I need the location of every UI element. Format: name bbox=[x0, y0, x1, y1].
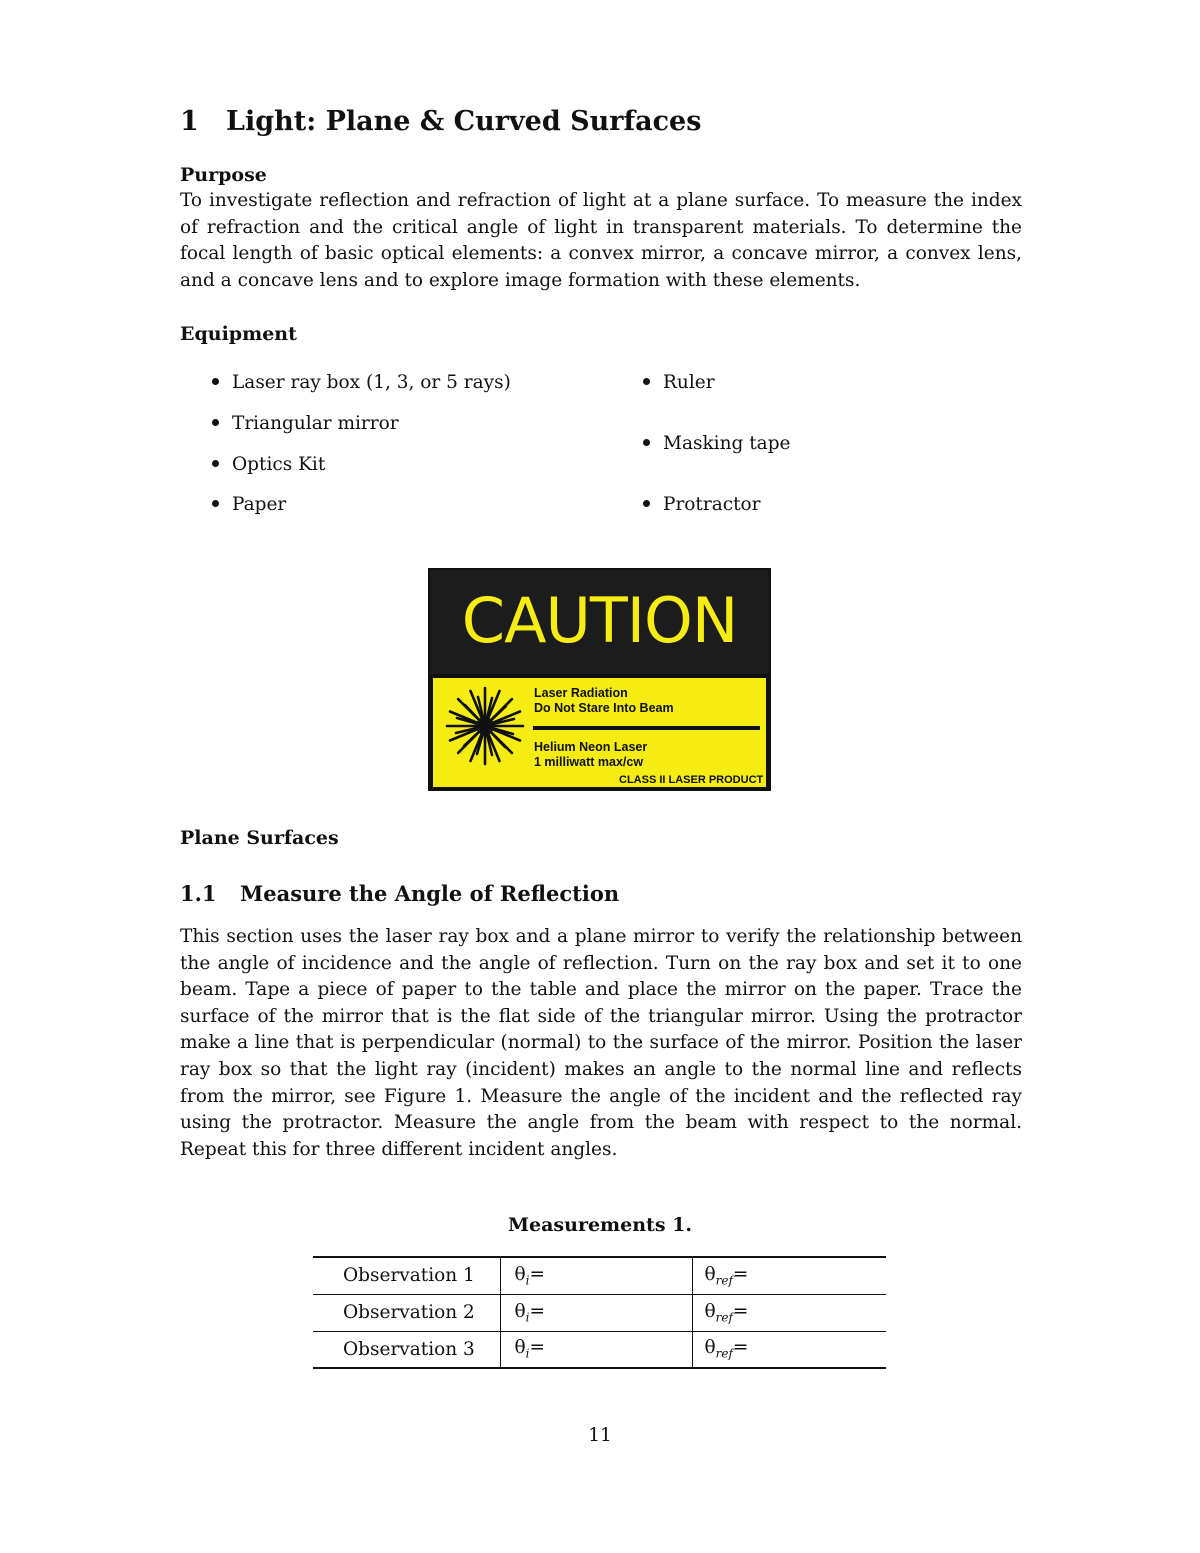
bullet-icon bbox=[212, 500, 219, 507]
measurements-table bbox=[313, 1256, 886, 1369]
observation-label: Observation 2 bbox=[313, 1294, 500, 1331]
chapter-title: Light: Plane & Curved Surfaces bbox=[226, 106, 702, 137]
reflected-angle-cell: $\theta_{ref}=$ bbox=[692, 1257, 886, 1294]
bullet-icon bbox=[212, 419, 219, 426]
table-row bbox=[313, 1294, 886, 1331]
observation-label: Observation 3 bbox=[343, 1338, 475, 1360]
table-row bbox=[313, 1257, 886, 1294]
laser-starburst-icon bbox=[443, 684, 527, 768]
caution-line-4: 1 milliwatt max/cw bbox=[534, 755, 644, 769]
bullet-icon bbox=[643, 378, 650, 385]
equipment-item-label: Triangular mirror bbox=[232, 413, 399, 434]
chapter-heading bbox=[180, 106, 701, 137]
incident-angle-cell: $\theta_i=$ bbox=[500, 1331, 692, 1368]
caution-headline: CAUTION bbox=[461, 584, 738, 657]
bullet-icon bbox=[212, 460, 219, 467]
table-row bbox=[313, 1331, 886, 1368]
caution-line-2: Do Not Stare Into Beam bbox=[534, 701, 674, 715]
observation-label: Observation 1 bbox=[313, 1257, 500, 1294]
incident-angle-cell: $\theta_i=$ bbox=[500, 1294, 692, 1331]
chapter-number: 1 bbox=[180, 106, 199, 137]
equipment-item-label: Masking tape bbox=[663, 433, 791, 454]
equipment-item bbox=[643, 494, 761, 515]
equipment-item-label: Protractor bbox=[663, 494, 761, 515]
reflected-angle-cell: $\theta_{ref}=$ bbox=[692, 1294, 886, 1331]
purpose-label: Purpose bbox=[180, 164, 267, 186]
equipment-item bbox=[212, 413, 399, 434]
equipment-item bbox=[212, 372, 511, 393]
equipment-item bbox=[643, 433, 791, 454]
caution-line-5: CLASS II LASER PRODUCT bbox=[619, 774, 764, 786]
bullet-icon bbox=[643, 439, 650, 446]
laser-caution-sign bbox=[428, 568, 771, 791]
section-title: Measure the Angle of Reflection bbox=[240, 881, 620, 906]
equipment-item-label: Ruler bbox=[663, 372, 715, 393]
measurements-caption: Measurements 1. bbox=[508, 1214, 692, 1236]
reflected-angle-cell: $\theta_{ref}=$ bbox=[692, 1331, 886, 1368]
caution-line-3: Helium Neon Laser bbox=[534, 740, 648, 754]
section-text: This section uses the laser ray box and a plane mirror to verify the relationship between the angle of incidence and the angle of reflection. Turn on the ray box and set it to one beam. Tape a piece of paper to the table and place the mirror on the paper. Trace the surface of the mirror that is the flat side of the triangular mirror. Using the protractor make a line that is perpendicular (normal) to the surface of the mirror. Position the laser ray box so that the light ray (incident) makes an angle to the normal line and reflects from the mirror, see Figure 1. Measure the angle of the incident and the reflected ray using the protractor. Measure the angle from the beam with respect to the normal. Repeat this for three different incident angles. bbox=[180, 926, 1022, 1160]
section-number: 1.1 bbox=[180, 881, 217, 906]
purpose-text: To investigate reflection and refraction of light at a plane surface. To measure the index of refraction and the critical angle of light in transparent materials. To determine the focal length of basic optical elements: a convex mirror, a concave mirror, a convex lens, and a concave lens and to explore image formation with these elements. bbox=[180, 190, 1022, 291]
equipment-item-label: Paper bbox=[232, 494, 287, 515]
equipment-item bbox=[212, 494, 286, 515]
equipment-item bbox=[212, 454, 325, 475]
caution-line-1: Laser Radiation bbox=[534, 686, 628, 700]
caution-body bbox=[433, 678, 766, 787]
equipment-item bbox=[643, 372, 715, 393]
equipment-item-label: Optics Kit bbox=[232, 454, 326, 475]
page-number: 11 bbox=[588, 1425, 612, 1446]
section-heading bbox=[180, 881, 619, 906]
plane-surfaces-label: Plane Surfaces bbox=[180, 827, 339, 849]
bullet-icon bbox=[212, 378, 219, 385]
equipment-item-label: Laser ray box (1, 3, or 5 rays) bbox=[232, 372, 511, 393]
equipment-label: Equipment bbox=[180, 323, 297, 345]
bullet-icon bbox=[643, 500, 650, 507]
caution-header bbox=[430, 570, 769, 674]
caution-divider bbox=[533, 726, 760, 730]
incident-angle-cell: $\theta_i=$ bbox=[500, 1257, 692, 1294]
